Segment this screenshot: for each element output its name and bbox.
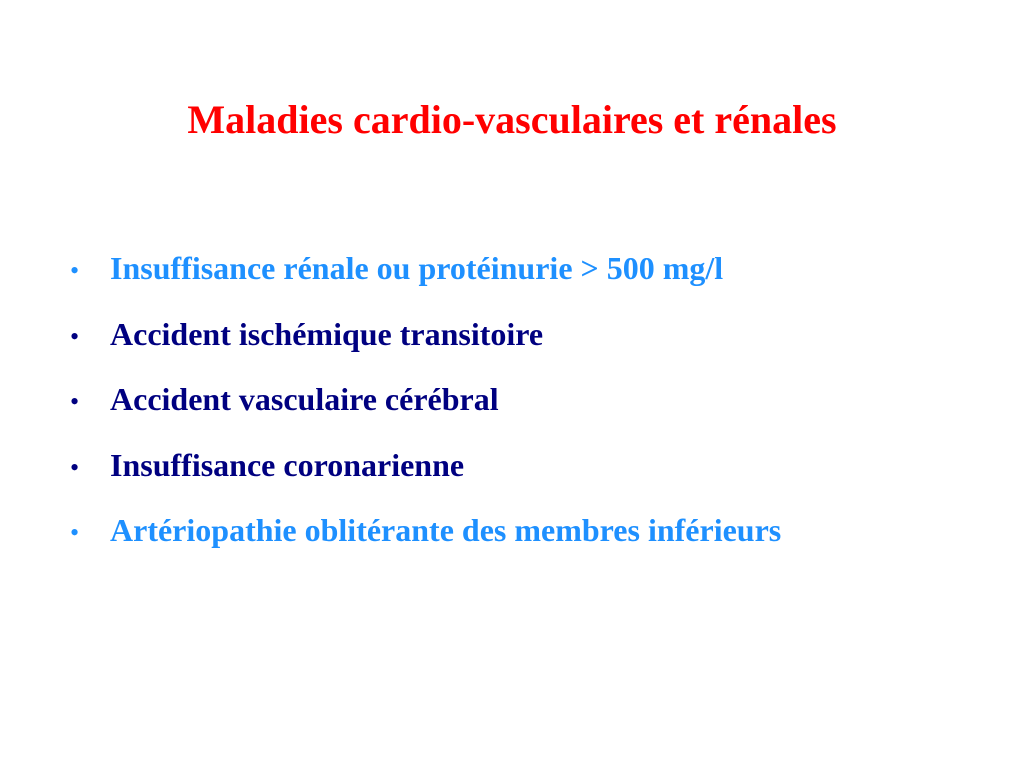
bullet-icon: •: [70, 256, 80, 285]
bullet-icon: •: [70, 387, 80, 416]
bullet-text: Artériopathie oblitérante des membres inférieurs: [110, 512, 782, 548]
bullet-text: Accident vasculaire cérébral: [110, 381, 499, 417]
bullet-icon: •: [70, 321, 80, 351]
bullet-icon: •: [70, 452, 80, 482]
bullet-text: Insuffisance coronarienne: [110, 446, 465, 483]
bullet-item-4: [70, 440, 781, 506]
bullet-item-5: [70, 505, 781, 571]
bullet-text: Accident ischémique transitoire: [110, 315, 544, 352]
bullet-item-3: [70, 374, 781, 440]
bullet-text: Insuffisance rénale ou protéinurie > 500 mg/l: [110, 250, 724, 286]
bullet-list: [70, 243, 781, 571]
bullet-item-2: [70, 309, 781, 375]
slide-title: Maladies cardio-vasculaires et rénales: [187, 97, 837, 142]
bullet-icon: •: [70, 518, 80, 547]
bullet-item-1: [70, 243, 781, 309]
